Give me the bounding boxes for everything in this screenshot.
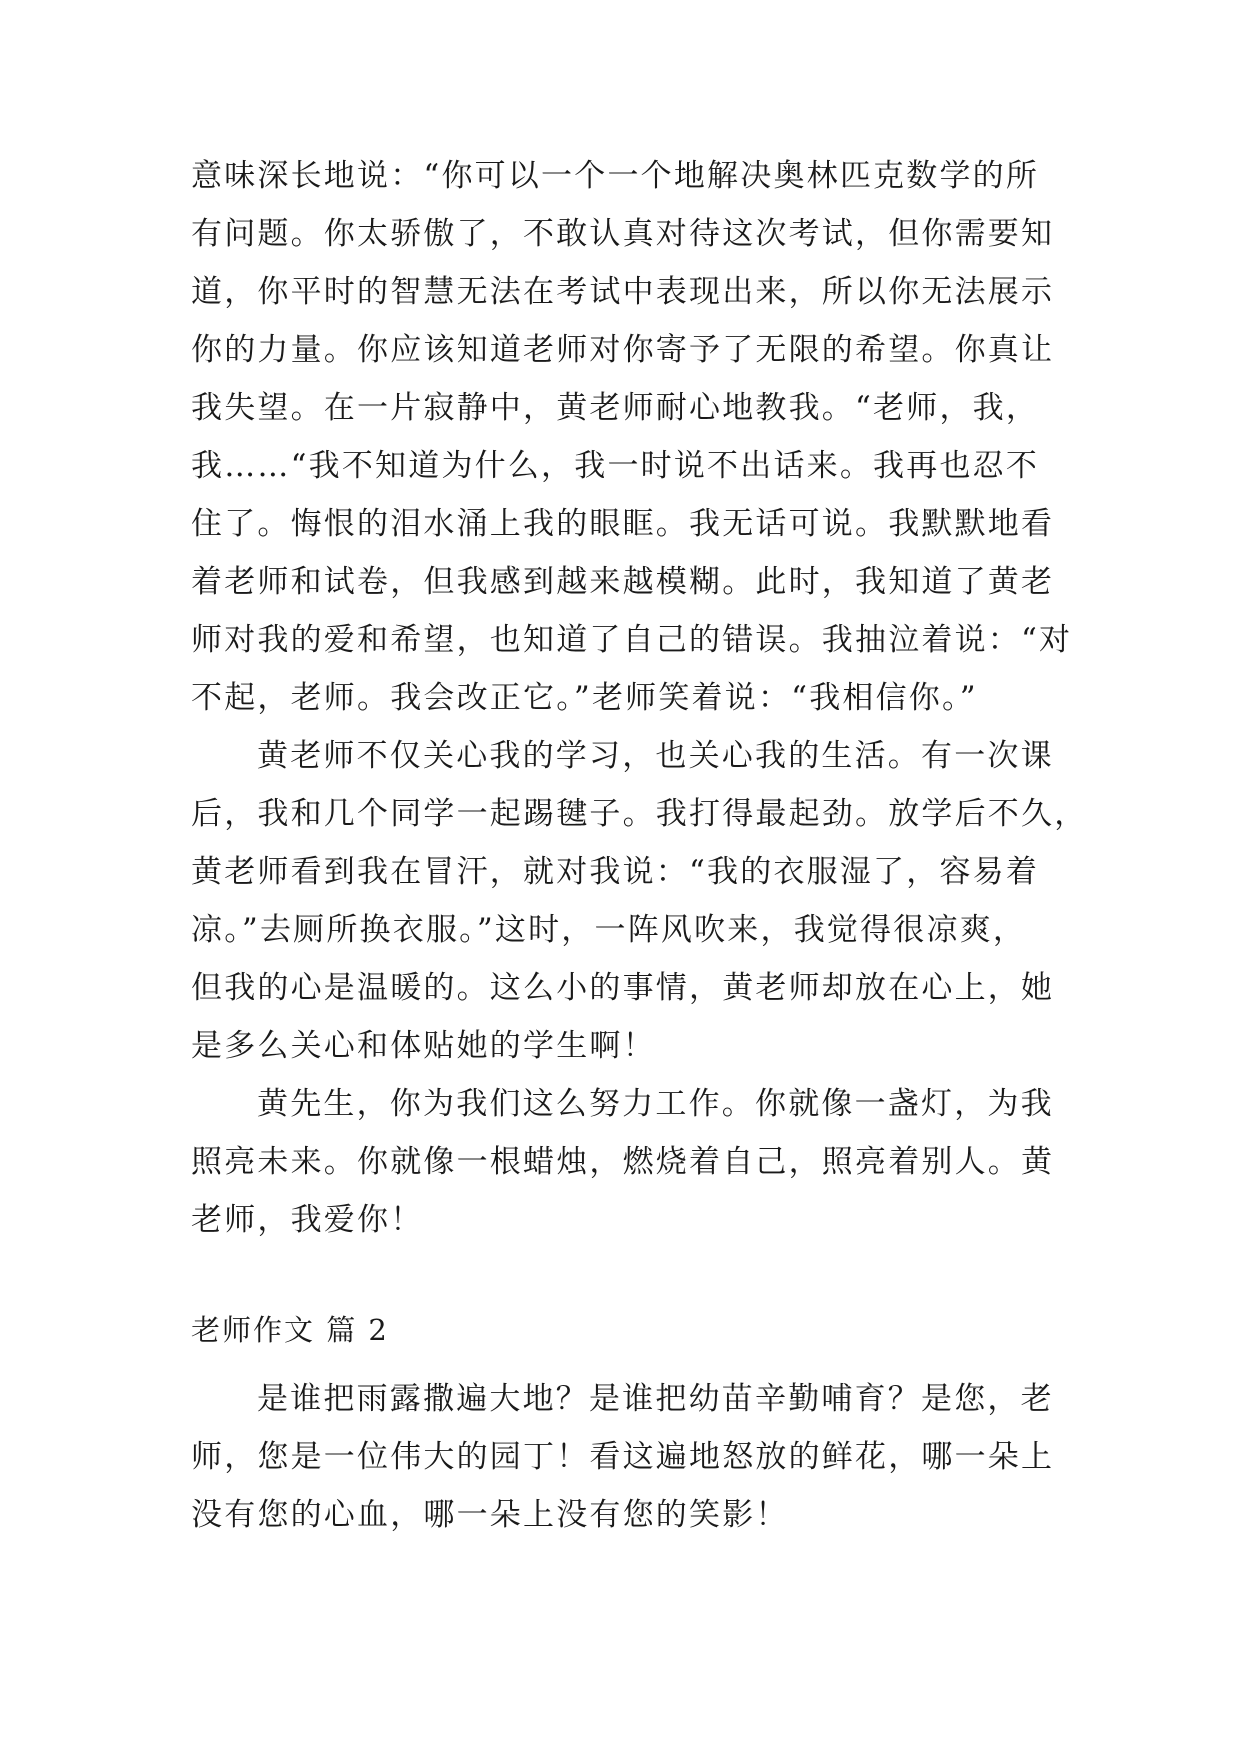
text-line: 道，你平时的智慧无法在考试中表现出来，所以你无法展示 xyxy=(191,274,1055,310)
text-line: 住了。悔恨的泪水涌上我的眼眶。我无话可说。我默默地看 xyxy=(191,506,1055,542)
text-line: 意味深长地说：“你可以一个一个地解决奥林匹克数学的所 xyxy=(191,158,1040,194)
text-line: 有问题。你太骄傲了，不敢认真对待这次考试，但你需要知 xyxy=(191,216,1055,252)
paragraph-section2 xyxy=(191,1370,1055,1544)
text-line: 黄老师不仅关心我的学习，也关心我的生活。有一次课 xyxy=(257,738,1054,774)
text-line: 照亮未来。你就像一根蜡烛，燃烧着自己，照亮着别人。黄 xyxy=(191,1144,1055,1180)
text-line: 黄先生，你为我们这么努力工作。你就像一盏灯，为我 xyxy=(257,1086,1054,1122)
text-line: 着老师和试卷，但我感到越来越模糊。此时，我知道了黄老 xyxy=(191,564,1055,600)
text-line: 师对我的爱和希望，也知道了自己的错误。我抽泣着说：“对 xyxy=(191,622,1073,658)
text-line: 你的力量。你应该知道老师对你寄予了无限的希望。你真让 xyxy=(191,332,1055,368)
text-line: 我……“我不知道为什么，我一时说不出话来。我再也忍不 xyxy=(191,448,1040,484)
text-line: 但我的心是温暖的。这么小的事情，黄老师却放在心上，她 xyxy=(191,970,1055,1006)
paragraph-continuation xyxy=(191,147,1073,727)
text-line: 老师，我爱你！ xyxy=(191,1202,424,1238)
text-line: 是多么关心和体贴她的学生啊！ xyxy=(191,1028,656,1064)
text-line: 后，我和几个同学一起踢毽子。我打得最起劲。放学后不久， xyxy=(191,796,1088,832)
paragraph-closing xyxy=(191,1075,1055,1249)
text-line: 师，您是一位伟大的园丁！看这遍地怒放的鲜花，哪一朵上 xyxy=(191,1439,1055,1475)
text-line: 是谁把雨露撒遍大地？是谁把幼苗辛勤哺育？是您，老 xyxy=(257,1381,1054,1417)
paragraph-life xyxy=(191,727,1088,1075)
text-line: 不起，老师。我会改正它。”老师笑着说：“我相信你。” xyxy=(191,680,978,716)
section-title: 老师作文 篇 2 xyxy=(191,1313,389,1347)
text-line: 没有您的心血，哪一朵上没有您的笑影！ xyxy=(191,1497,789,1533)
text-line: 黄老师看到我在冒汗，就对我说：“我的衣服湿了，容易着 xyxy=(191,854,1040,890)
text-line: 我失望。在一片寂静中，黄老师耐心地教我。“老师，我， xyxy=(191,390,1040,426)
text-line: 凉。”去厕所换衣服。”这时，一阵风吹来，我觉得很凉爽， xyxy=(191,912,1027,948)
